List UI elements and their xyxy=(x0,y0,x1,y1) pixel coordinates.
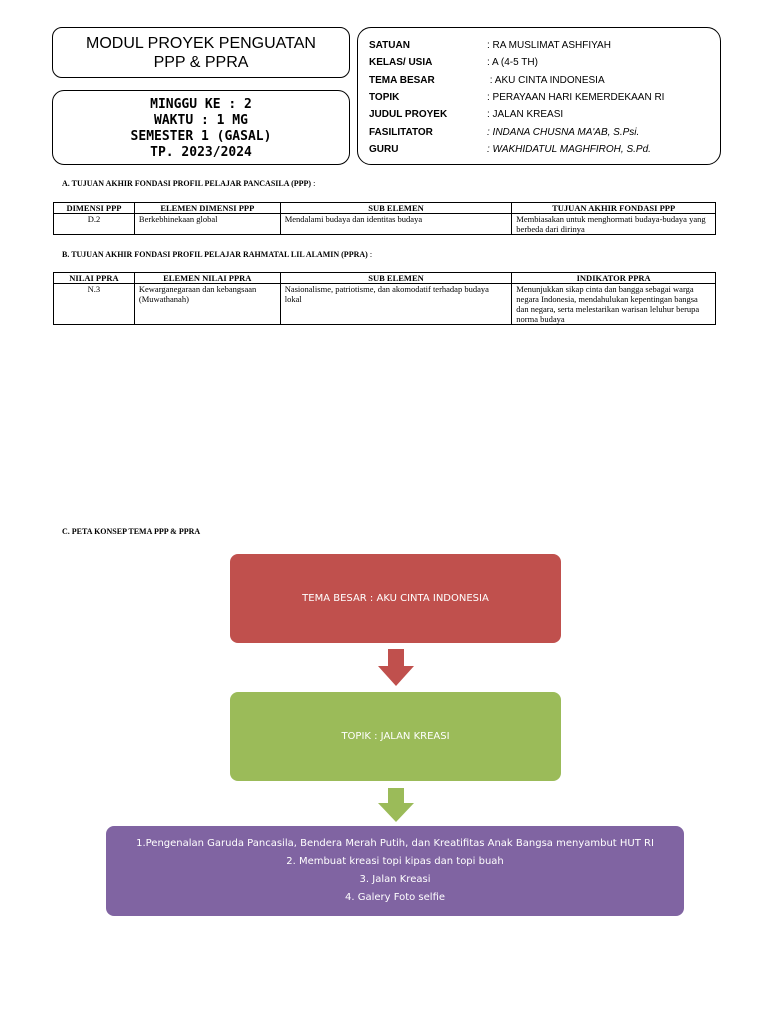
schedule-box xyxy=(52,90,350,165)
info-row-judul-proyek xyxy=(369,106,720,123)
duration: WAKTU : 1 MG xyxy=(154,113,248,128)
info-label: KELAS/ USIA xyxy=(369,57,433,69)
info-label: SATUAN xyxy=(369,40,410,52)
section-a-heading xyxy=(62,179,315,188)
ppra-table xyxy=(53,272,716,325)
table-cell: Nasionalisme, patriotisme, dan akomodatif terhadap budaya lokal xyxy=(280,284,512,325)
tema-label: TEMA BESAR : AKU CINTA INDONESIA xyxy=(302,593,489,604)
activity-item: 4. Galery Foto selfie xyxy=(344,892,446,903)
activity-item: 3. Jalan Kreasi xyxy=(359,874,431,885)
section-a-colon: : xyxy=(311,179,316,188)
module-title-box xyxy=(52,27,350,78)
semester: SEMESTER 1 (GASAL) xyxy=(130,129,272,144)
column-header: DIMENSI PPP xyxy=(54,203,135,214)
week-number: MINGGU KE : 2 xyxy=(150,97,252,112)
table-cell: Membiasakan untuk menghormati budaya-budaya yang berbeda dari dirinya xyxy=(512,214,716,235)
table-cell: Mendalami budaya dan identitas budaya xyxy=(280,214,512,235)
table-cell: Menunjukkan sikap cinta dan bangga sebagai warga negara Indonesia, mendahulukan kepentingan bangsa dan negara, serta melestarikan warisan leluhur berupa norma budaya xyxy=(512,284,716,325)
module-title-line1: MODUL PROYEK PENGUATAN xyxy=(86,35,316,52)
topik-label: TOPIK : JALAN KREASI xyxy=(341,731,450,742)
table-header-row xyxy=(54,273,716,284)
section-c-heading xyxy=(62,527,200,536)
table-row xyxy=(54,214,716,235)
activity-item: 2. Membuat kreasi topi kipas dan topi buah xyxy=(286,856,504,867)
table-cell: N.3 xyxy=(54,284,135,325)
table-header-row xyxy=(54,203,716,214)
column-header: NILAI PPRA xyxy=(54,273,135,284)
section-b-colon: : xyxy=(367,250,373,259)
table-cell: Kewarganegaraan dan kebangsaan (Muwathanah) xyxy=(134,284,280,325)
info-value: : AKU CINTA INDONESIA xyxy=(487,74,605,86)
info-row-guru xyxy=(369,141,720,158)
section-b-heading xyxy=(62,250,372,259)
activities-box xyxy=(106,826,684,916)
identity-info-box xyxy=(357,27,721,165)
column-header: SUB ELEMEN xyxy=(280,273,512,284)
tema-box xyxy=(230,554,561,643)
info-row-kelas xyxy=(369,54,720,71)
info-value: : RA MUSLIMAT ASHFIYAH xyxy=(487,40,611,52)
module-title-line2: PPP & PPRA xyxy=(153,54,249,71)
info-value: : WAKHIDATUL MAGHFIROH, S.Pd. xyxy=(487,143,651,155)
down-arrow-red-icon xyxy=(378,649,414,686)
section-b-title: B. TUJUAN AKHIR FONDASI PROFIL PELAJAR RAHMATAL LIL ALAMIN (PPRA) xyxy=(62,250,368,259)
topik-box xyxy=(230,692,561,781)
school-year: TP. 2023/2024 xyxy=(150,145,252,160)
info-label: TOPIK xyxy=(369,92,400,104)
section-a-title: A. TUJUAN AKHIR FONDASI PROFIL PELAJAR PANCASILA (PPP) xyxy=(62,179,312,188)
table-row xyxy=(54,284,716,325)
info-row-topik xyxy=(369,89,720,106)
ppp-table xyxy=(53,202,716,235)
column-header: ELEMEN DIMENSI PPP xyxy=(134,203,280,214)
info-row-fasilitator xyxy=(369,123,720,140)
column-header: INDIKATOR PPRA xyxy=(512,273,716,284)
table-cell: Berkebhinekaan global xyxy=(134,214,280,235)
info-label: JUDUL PROYEK xyxy=(369,109,448,121)
info-row-tema xyxy=(369,72,720,89)
column-header: TUJUAN AKHIR FONDASI PPP xyxy=(512,203,716,214)
table-cell: D.2 xyxy=(54,214,135,235)
info-label: GURU xyxy=(369,143,399,155)
section-c-title: C. PETA KONSEP TEMA PPP & PPRA xyxy=(62,527,201,536)
column-header: SUB ELEMEN xyxy=(280,203,512,214)
info-row-satuan xyxy=(369,37,720,54)
info-value: : INDANA CHUSNA MA'AB, S.Psi. xyxy=(487,126,640,138)
info-label: TEMA BESAR xyxy=(369,74,435,86)
info-value: : A (4-5 TH) xyxy=(487,57,538,69)
column-header: ELEMEN NILAI PPRA xyxy=(134,273,280,284)
down-arrow-green-icon xyxy=(378,788,414,822)
activity-item: 1.Pengenalan Garuda Pancasila, Bendera Merah Putih, dan Kreatifitas Anak Bangsa menyambut HUT RI xyxy=(136,838,654,849)
info-value: : PERAYAAN HARI KEMERDEKAAN RI xyxy=(487,92,665,104)
info-value: : JALAN KREASI xyxy=(487,109,564,121)
info-label: FASILITATOR xyxy=(369,126,433,138)
